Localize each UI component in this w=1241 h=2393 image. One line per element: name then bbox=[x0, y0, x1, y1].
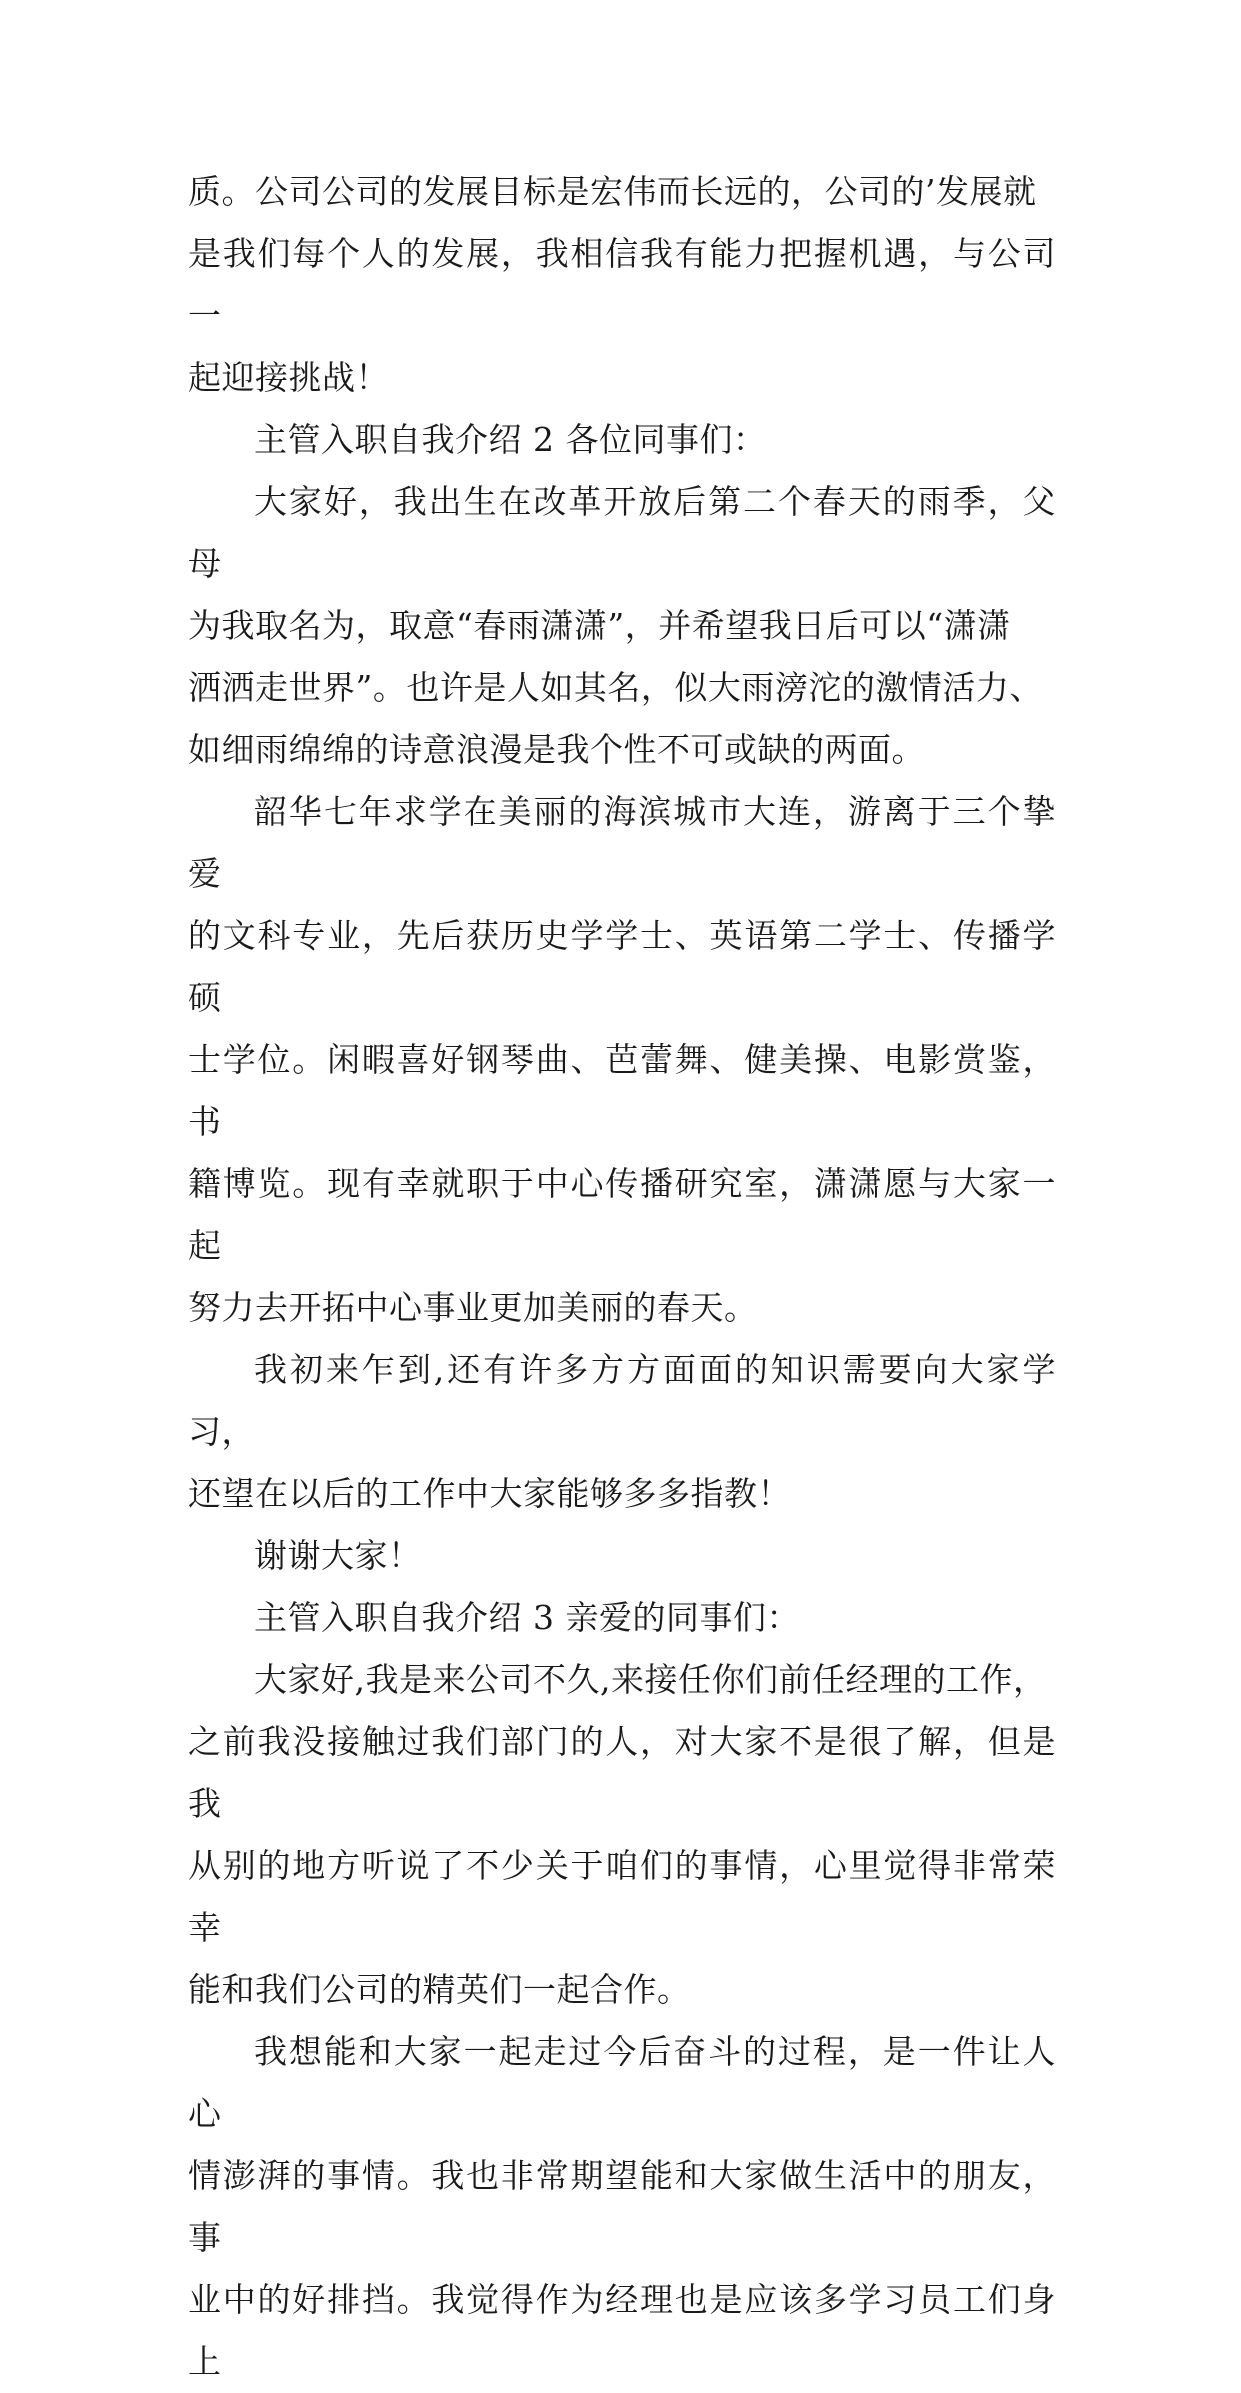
paragraph-manager-hopes: 我想能和大家一起走过今后奋斗的过程，是一件让人心 情澎湃的事情。我也非常期望能和大家做生活中的朋友，事 业中的好排挡。我觉得作为经理也是应该多学习员工们身上 bbox=[188, 2032, 1056, 2381]
paragraph-name-origin: 大家好，我出生在改革开放后第二个春天的雨季，父母 为我取名为，取意“春雨潇潇”，并希望我日后可以“潇潇 洒洒走世界”。也许是人如其名，似大雨滂沱的激情活力、 如细雨绵绵的诗意浪漫是我个性不可或缺的两面。 bbox=[188, 482, 1056, 769]
heading-intro-3: 主管入职自我介绍 3 亲爱的同事们： bbox=[254, 1598, 800, 1637]
paragraph-continuation: 质。公司公司的发展目标是宏伟而长远的，公司的’发展就 是我们每个人的发展，我相信我有能力把握机遇，与公司一 起迎接挑战！ bbox=[188, 172, 1056, 397]
paragraph-education: 韶华七年求学在美丽的海滨城市大连，游离于三个挚爱 的文科专业，先后获历史学学士、英语第二学士、传播学硕 士学位。闲暇喜好钢琴曲、芭蕾舞、健美操、电影赏鉴，书 籍博览。现有幸就职于中心传播研究室，潇潇愿与大家一起 努力去开拓中心事业更加美丽的春天。 bbox=[188, 792, 1056, 1327]
paragraph-new-arrival: 我初来乍到,还有许多方方面面的知识需要向大家学习， 还望在以后的工作中大家能够多多指教！ bbox=[188, 1350, 1056, 1513]
paragraph-thanks: 谢谢大家！ bbox=[254, 1536, 422, 1575]
document-body bbox=[188, 161, 1056, 2393]
paragraph-manager-greeting: 大家好,我是来公司不久,来接任你们前任经理的工作， 之前我没接触过我们部门的人，对大家不是很了解，但是我 从别的地方听说了不少关于咱们的事情，心里觉得非常荣幸 能和我们公司的精英们一起合作。 bbox=[188, 1660, 1056, 2009]
heading-intro-2: 主管入职自我介绍 2 各位同事们： bbox=[254, 420, 767, 459]
